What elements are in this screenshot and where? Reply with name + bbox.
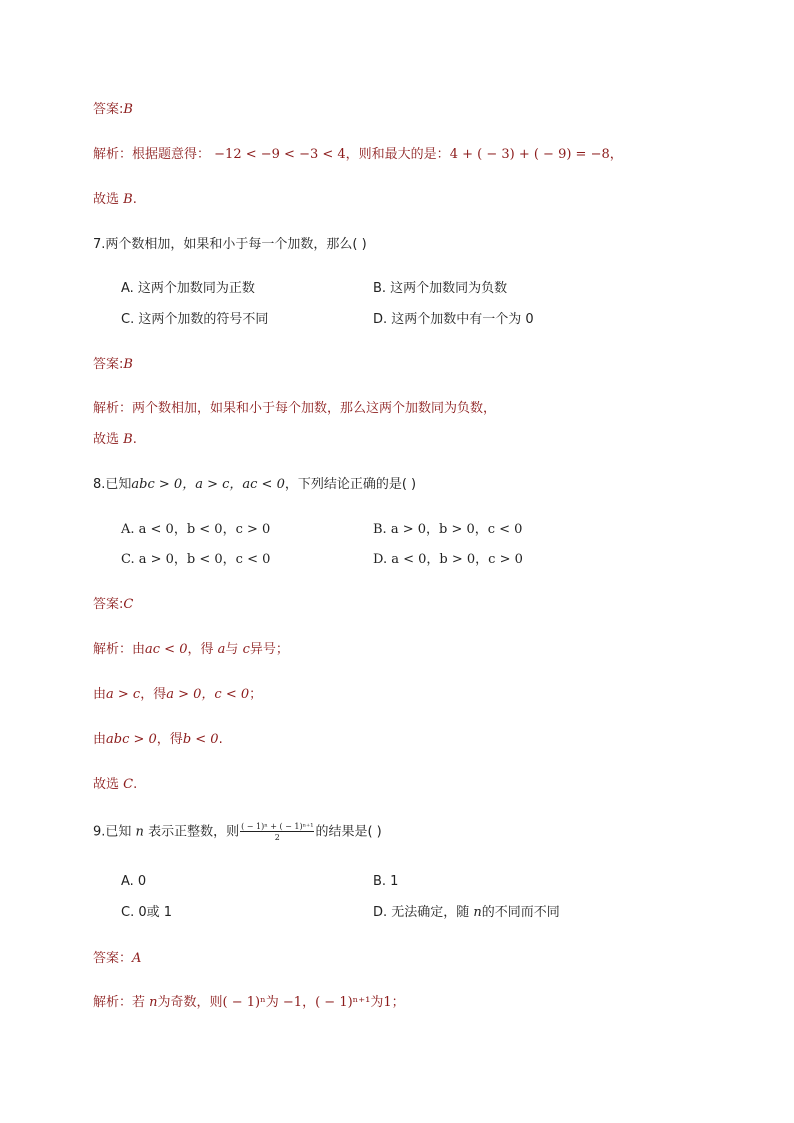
analysis-math: abc > 0 <box>106 732 157 747</box>
analysis-mid-3: ， <box>302 995 316 1010</box>
answer-label: 答案： <box>93 951 133 966</box>
q7-option-d: D. 这两个加数中有一个为 0 <box>373 312 534 327</box>
fraction-numerator: ( − 1)ⁿ + ( − 1)ⁿ⁺¹ <box>241 822 314 831</box>
q8-conclusion <box>93 776 137 794</box>
q9-option-d <box>373 904 560 922</box>
answer-label: 答案: <box>93 597 124 612</box>
answer-value: B <box>123 357 133 372</box>
fraction-denominator: 2 <box>274 833 280 842</box>
analysis-math-3: ( − 1)ⁿ⁺¹ <box>315 995 371 1010</box>
analysis-math: ac < 0 <box>145 642 188 657</box>
analysis-label: 解析：根据题意得： <box>93 147 211 162</box>
q8-option-c: C. a > 0，b < 0，c < 0 <box>121 552 271 567</box>
q8-option-b: B. a > 0，b > 0，c < 0 <box>373 522 523 537</box>
q7-conclusion <box>93 431 137 449</box>
analysis-post: 异号； <box>249 642 289 657</box>
q8-analysis-line-2 <box>93 686 262 704</box>
q7-stem: 7.两个数相加，如果和小于每一个加数，那么( ) <box>93 237 367 252</box>
stem-pre: 9.已知 <box>93 824 132 840</box>
analysis-mid: 为奇数，则 <box>157 995 223 1010</box>
analysis-var-a: a <box>217 642 226 657</box>
stem-post: ，下列结论正确的是( ) <box>284 477 417 492</box>
analysis-math-2: 4 + ( − 3) + ( − 9) = −8 <box>449 147 610 162</box>
q7-option-c: C. 这两个加数的符号不同 <box>121 312 269 327</box>
conclusion-pre: 故选 <box>93 432 120 447</box>
analysis-math-4: 1 <box>383 995 392 1010</box>
analysis-math-2: b < 0 <box>182 732 219 747</box>
analysis-pre: 由 <box>93 732 107 747</box>
analysis-mid-4: 为 <box>370 995 384 1010</box>
conclusion-pre: 故选 <box>93 777 120 792</box>
q9-option-b: B. 1 <box>373 874 399 889</box>
analysis-post: . <box>218 732 223 747</box>
q9-stem <box>93 822 382 842</box>
stem-mid: 表示正整数，则 <box>148 824 240 840</box>
option-d-post: 的不同而不同 <box>481 905 560 920</box>
analysis-math: a > c <box>106 687 141 702</box>
q7-answer <box>93 356 133 374</box>
analysis-post: ； <box>391 995 405 1010</box>
q8-analysis-line-3 <box>93 731 223 749</box>
analysis-var-c: c <box>242 642 250 657</box>
conclusion-answer: C <box>123 777 134 792</box>
fraction <box>240 822 314 842</box>
analysis-mid: ，则和最大的是： <box>345 147 450 162</box>
analysis-pre: 解析：若 <box>93 995 146 1010</box>
analysis-pre: 由 <box>93 687 107 702</box>
q8-option-a: A. a < 0，b < 0，c > 0 <box>121 522 271 537</box>
conclusion-answer: B <box>123 432 133 447</box>
analysis-math: −12 < −9 < −3 < 4 <box>214 147 346 162</box>
q9-option-c: C. 0或 1 <box>121 905 173 920</box>
analysis-mid: ，得 <box>140 687 167 702</box>
q6-analysis <box>93 146 623 164</box>
q9-option-a: A. 0 <box>121 874 147 889</box>
analysis-pre: 解析：由 <box>93 642 146 657</box>
q7-option-b: B. 这两个加数同为负数 <box>373 281 508 296</box>
option-d-var-n: n <box>473 905 482 920</box>
conclusion-answer: B <box>123 192 133 207</box>
q6-answer <box>93 101 133 119</box>
analysis-math-1: ( − 1)ⁿ <box>222 995 266 1010</box>
analysis-math-2: a > 0，c < 0 <box>166 687 250 702</box>
analysis-with: 与 <box>225 642 239 657</box>
stem-post: 的结果是( ) <box>315 824 382 840</box>
conclusion-pre: 故选 <box>93 192 120 207</box>
q8-option-d: D. a < 0，b > 0，c > 0 <box>373 552 523 567</box>
q7-option-a: A. 这两个加数同为正数 <box>121 281 255 296</box>
conclusion-post: . <box>132 192 137 207</box>
q9-answer <box>93 950 141 968</box>
q8-answer <box>93 596 133 614</box>
stem-var-n: n <box>135 824 144 840</box>
stem-math: abc > 0，a > c，ac < 0 <box>131 477 285 492</box>
q8-stem <box>93 476 416 494</box>
analysis-var-n: n <box>149 995 158 1010</box>
conclusion-post: . <box>133 777 138 792</box>
q7-analysis: 解析：两个数相加，如果和小于每个加数，那么这两个加数同为负数， <box>93 401 497 416</box>
answer-value: A <box>132 951 142 966</box>
option-d-pre: D. 无法确定，随 <box>373 905 470 920</box>
analysis-end: ， <box>609 147 623 162</box>
analysis-math-2: −1 <box>282 995 303 1010</box>
answer-label: 答案: <box>93 102 124 117</box>
q8-analysis-line-1 <box>93 641 289 659</box>
analysis-mid-2: 为 <box>265 995 279 1010</box>
conclusion-post: . <box>132 432 137 447</box>
q6-conclusion <box>93 191 137 209</box>
analysis-mid: ，得 <box>187 642 214 657</box>
answer-value: B <box>123 102 133 117</box>
stem-pre: 8.已知 <box>93 477 132 492</box>
q9-analysis <box>93 994 405 1012</box>
analysis-mid: ，得 <box>156 732 183 747</box>
answer-label: 答案: <box>93 357 124 372</box>
answer-value: C <box>123 597 134 612</box>
analysis-post: ； <box>249 687 263 702</box>
